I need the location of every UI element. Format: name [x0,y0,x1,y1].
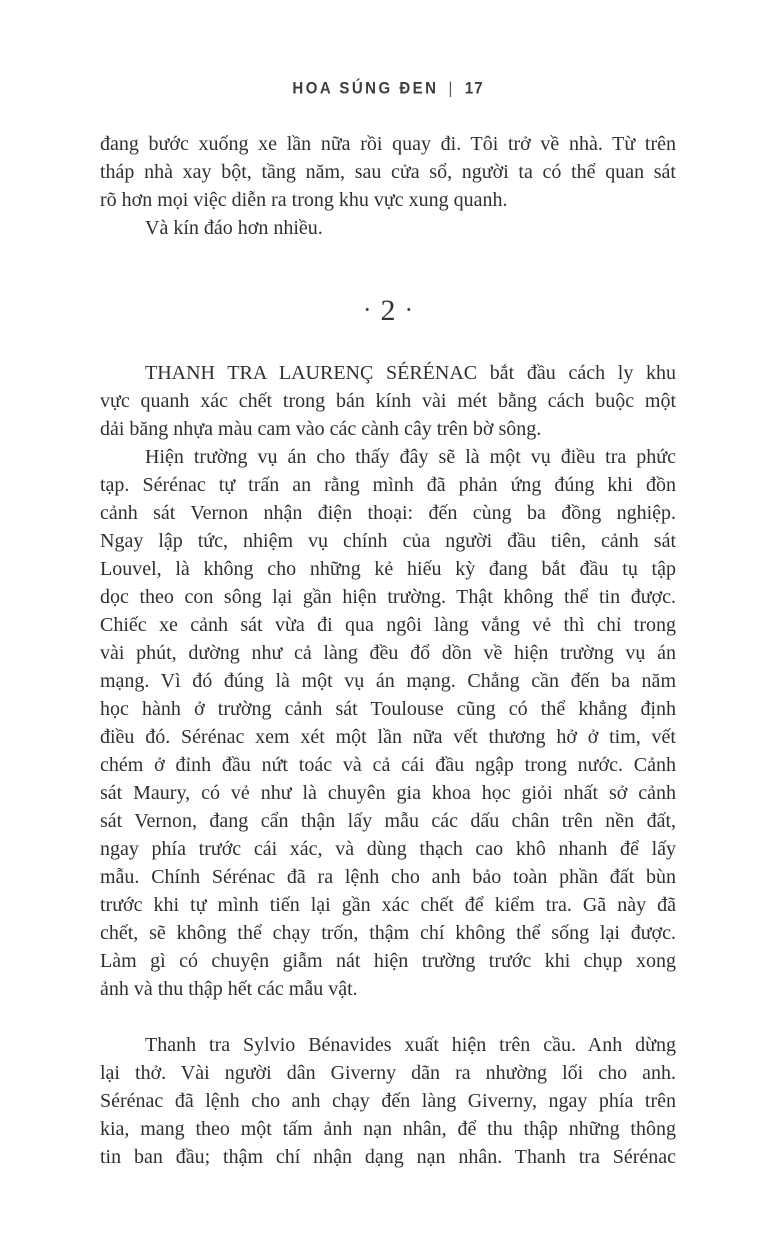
text-line: tạp. Sérénac tự trấn an rằng mình đã phản ứng đúng khi đồn [100,474,676,496]
text-line: đang bước xuống xe lần nữa rồi quay đi. Tôi trở về nhà. Từ trên [100,133,676,155]
text-line: vài phút, dường như cả làng đều đổ dồn về hiện trường vụ án [100,642,676,664]
text-line: Hiện trường vụ án cho thấy đây sẽ là một vụ điều tra phức [145,446,676,468]
text-line: Làm gì có chuyện giẫm nát hiện trường trước khi chụp xong [100,950,676,972]
running-header [100,79,676,99]
text-line: Thanh tra Sylvio Bénavides xuất hiện trên cầu. Anh dừng [145,1034,676,1056]
text-line: vực quanh xác chết trong bán kính vài mét bằng cách buộc một [100,390,676,412]
chapter-number: 2 [380,294,396,327]
text-line: điều đó. Sérénac xem xét một lần nữa vết thương hở ở tim, vết [100,726,676,748]
text-line: kia, mang theo một tấm ảnh nạn nhân, để thu thập những thông [100,1118,676,1140]
text-line: Và kín đáo hơn nhiều. [145,217,323,239]
paragraph-continuation [100,130,676,214]
text-line: ngay phía trước cái xác, và dùng thạch cao khô nhanh để lấy [100,838,676,860]
text-line: mạng. Vì đó đúng là một vụ án mạng. Chẳng cần đến ba năm [100,670,676,692]
text-line: dọc theo con sông lại gần hiện trường. Thật không thể tin được. [100,586,676,608]
text-line: Louvel, là không cho những kẻ hiếu kỳ đang bắt đầu tụ tập [100,558,676,580]
text-line: rõ hơn mọi việc diễn ra trong khu vực xung quanh. [100,189,508,211]
paragraph-benavides [100,1031,676,1171]
text-line: trước khi tự mình tiến lại gần xác chết để kiểm tra. Gã này đã [100,894,676,916]
text-line: sát Maury, có vẻ như là chuyên gia khoa học giỏi nhất sở cảnh [100,782,676,804]
text-line: sát Vernon, đang cẩn thận lấy mẫu các dấu chân trên nền đất, [100,810,676,832]
text-line: chém ở đỉnh đầu nứt toác và cả cái đầu ngập trong nước. Cảnh [100,754,676,776]
text-line: THANH TRA LAURENÇ SÉRÉNAC bắt đầu cách ly khu [145,362,676,384]
text-line: lại thở. Vài người dân Giverny dãn ra nhường lối cho anh. [100,1062,676,1084]
text-line: Sérénac đã lệnh cho anh chạy đến làng Giverny, ngay phía trên [100,1090,676,1112]
book-title: HOA SÚNG ĐEN [292,78,439,98]
text-line: tháp nhà xay bột, tầng năm, sau cửa sổ, người ta có thể quan sát [100,161,676,183]
text-line: ảnh và thu thập hết các mẫu vật. [100,978,358,1000]
text-line: học hành ở trường cảnh sát Toulouse cũng có thể khẳng định [100,698,676,720]
chapter-dot-right: · [404,295,414,324]
chapter-marker [100,292,676,329]
text-line: cảnh sát Vernon nhận điện thoại: đến cùng ba đồng nghiệp. [100,502,676,524]
text-line: Ngay lập tức, nhiệm vụ chính của người đầu tiên, cảnh sát [100,530,676,552]
paragraph-investigation [100,443,676,1003]
text-line: Chiếc xe cảnh sát vừa đi qua ngôi làng vắng vẻ thì chỉ trong [100,614,676,636]
header-separator: | [448,78,455,98]
text-line: mẫu. Chính Sérénac đã ra lệnh cho anh bảo toàn phần đất bùn [100,866,676,888]
page-body [100,130,676,1171]
text-line: tin ban đầu; thậm chí nhận dạng nạn nhân. Thanh tra Sérénac [100,1146,676,1168]
text-line: chết, sẽ không thể chạy trốn, thậm chí không thể sống lại được. [100,922,676,944]
page-number: 17 [464,78,484,98]
paragraph-chapter-open [100,359,676,443]
chapter-dot-left: · [362,295,372,324]
paragraph-short [100,214,676,242]
text-line: dải băng nhựa màu cam vào các cành cây trên bờ sông. [100,418,542,440]
